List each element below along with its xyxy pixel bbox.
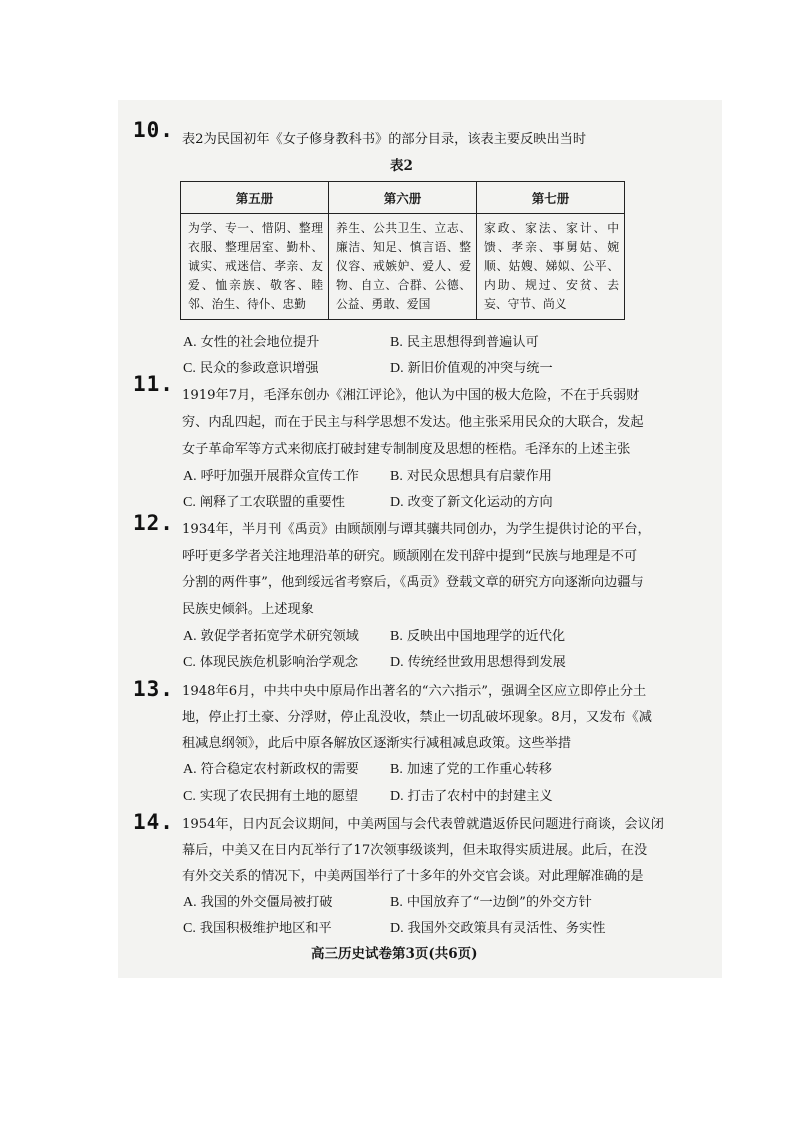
table-row: [181, 214, 625, 320]
question-12-number: 12.: [133, 511, 174, 535]
question-14-number: 14.: [133, 810, 174, 834]
question-11-option-c[interactable]: C. 阐释了工农联盟的重要性: [183, 495, 345, 510]
table-header-volume-7: 第七册: [477, 182, 625, 214]
question-10-option-d[interactable]: D. 新旧价值观的冲突与统一: [390, 361, 553, 376]
table-header-volume-5: 第五册: [181, 182, 329, 214]
question-13-line-2: 地，停止打土豪、分浮财，停止乱没收，禁止一切乱破坏现象。8月，又发布《减: [182, 710, 652, 725]
question-14-option-d[interactable]: D. 我国外交政策具有灵活性、务实性: [390, 921, 606, 936]
question-14-line-1: 1954年，日内瓦会议期间，中美两国与会代表曾就遣返侨民问题进行商谈，会议闭: [182, 817, 664, 832]
question-14-line-2: 幕后，中美又在日内瓦举行了17次领事级谈判，但未取得实质进展。此后，在没: [182, 843, 648, 858]
question-13-option-a[interactable]: A. 符合稳定农村新政权的需要: [183, 762, 359, 777]
question-10-option-a[interactable]: A. 女性的社会地位提升: [183, 335, 320, 350]
question-12-option-a[interactable]: A. 敦促学者拓宽学术研究领域: [183, 629, 359, 644]
question-12-line-4: 民族史倾斜。上述现象: [182, 602, 314, 617]
question-10-stem: 表2为民国初年《女子修身教科书》的部分目录，该表主要反映出当时: [182, 132, 587, 147]
table-header-row: [181, 182, 625, 214]
question-14-option-a[interactable]: A. 我国的外交僵局被打破: [183, 895, 333, 910]
question-13-option-d[interactable]: D. 打击了农村中的封建主义: [390, 789, 553, 804]
question-14-option-b[interactable]: B. 中国放弃了“一边倒”的外交方针: [390, 895, 592, 910]
question-12-option-d[interactable]: D. 传统经世致用思想得到发展: [390, 655, 566, 670]
question-13-option-b[interactable]: B. 加速了党的工作重心转移: [390, 762, 552, 777]
question-13-line-1: 1948年6月，中共中央中原局作出著名的“六六指示”，强调全区应立即停止分土: [182, 684, 647, 699]
question-13-option-c[interactable]: C. 实现了农民拥有土地的愿望: [183, 789, 359, 804]
page-footer: 高三历史试卷第3页(共6页): [311, 946, 478, 962]
question-11-line-2: 穷、内乱四起，而在于民主与科学思想不发达。他主张采用民众的大联合，发起: [182, 415, 644, 430]
question-11-number: 11.: [133, 372, 174, 396]
question-12-option-c[interactable]: C. 体现民族危机影响治学观念: [183, 655, 359, 670]
table-2-caption: 表2: [390, 158, 413, 174]
question-10-option-c[interactable]: C. 民众的参政意识增强: [183, 361, 319, 376]
question-12-line-2: 呼吁更多学者关注地理沿革的研究。顾颉刚在发刊辞中提到“民族与地理是不可: [182, 549, 638, 564]
question-14-option-c[interactable]: C. 我国积极维护地区和平: [183, 921, 332, 936]
question-11-line-1: 1919年7月，毛泽东创办《湘江评论》，他认为中国的极大危险，不在于兵弱财: [182, 388, 640, 403]
question-12-line-1: 1934年，半月刊《禹贡》由顾颉刚与谭其骧共同创办，为学生提供讨论的平台，: [182, 522, 651, 537]
question-10-number: 10.: [133, 118, 174, 142]
question-14-line-3: 有外交关系的情况下，中美两国举行了十多年的外交官会谈。对此理解准确的是: [182, 869, 644, 884]
table-cell-volume-7: 家政、家法、家计、中馈、孝亲、事舅姑、婉顺、姑嫂、娣姒、公平、内助、规过、安贫、去妄、守节、尚义: [477, 214, 625, 320]
question-10-option-b[interactable]: B. 民主思想得到普遍认可: [390, 335, 539, 350]
table-cell-volume-5: 为学、专一、惜阴、整理衣服、整理居室、勤朴、诚实、戒迷信、孝亲、友爱、恤亲族、敬客、睦邻、治生、待仆、忠勤: [181, 214, 329, 320]
question-13-number: 13.: [133, 677, 174, 701]
question-11-option-a[interactable]: A. 呼吁加强开展群众宣传工作: [183, 469, 359, 484]
question-11-line-3: 女子革命军等方式来彻底打破封建专制制度及思想的桎梏。毛泽东的上述主张: [182, 442, 631, 457]
question-12-line-3: 分割的两件事”，他到绥远省考察后，《禹贡》登载文章的研究方向逐渐向边疆与: [182, 575, 644, 590]
table-2: [180, 181, 625, 320]
question-11-option-b[interactable]: B. 对民众思想具有启蒙作用: [390, 469, 552, 484]
question-11-option-d[interactable]: D. 改变了新文化运动的方向: [390, 495, 553, 510]
question-12-option-b[interactable]: B. 反映出中国地理学的近代化: [390, 629, 566, 644]
table-cell-volume-6: 养生、公共卫生、立志、廉洁、知足、慎言语、整仪容、戒嫉妒、爱人、爱物、自立、合群、公德、公益、勇敢、爱国: [329, 214, 477, 320]
table-header-volume-6: 第六册: [329, 182, 477, 214]
question-13-line-3: 租减息纲领》，此后中原各解放区逐渐实行减租减息政策。这些举措: [182, 736, 572, 751]
